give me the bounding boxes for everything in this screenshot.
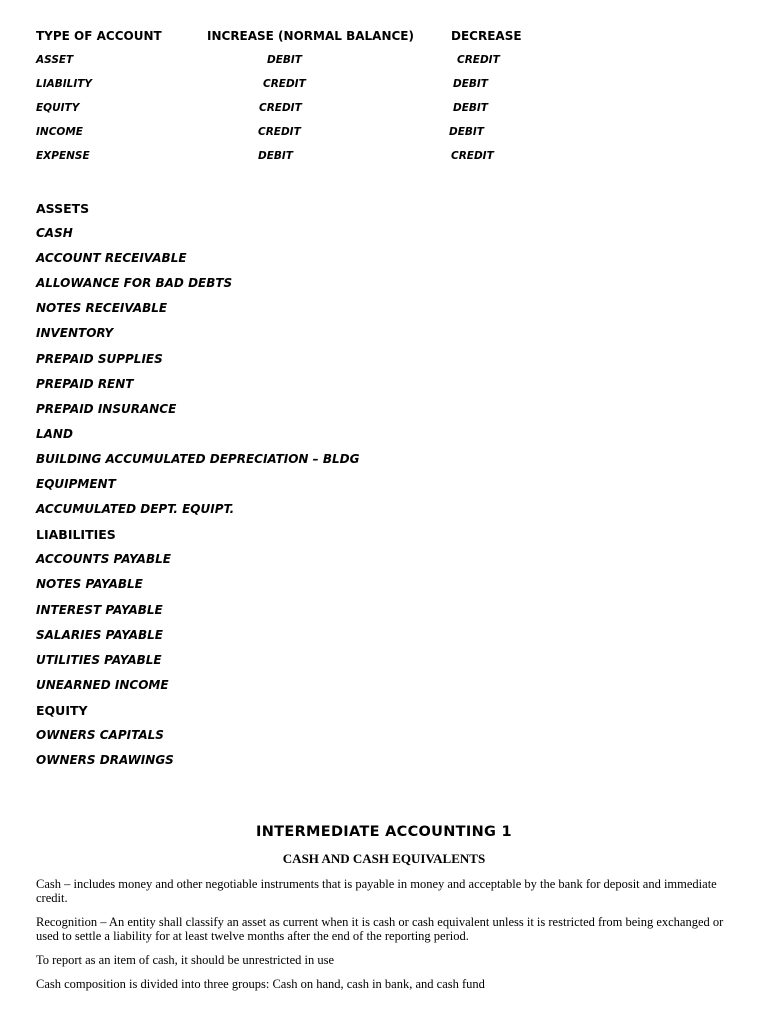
row-increase: DEBIT [267, 54, 302, 66]
account-item: NOTES PAYABLE [36, 577, 143, 592]
account-item: CASH [36, 226, 73, 241]
row-type: INCOME [36, 126, 83, 138]
account-item: INVENTORY [36, 326, 114, 341]
account-item: PREPAID INSURANCE [36, 401, 177, 416]
account-item: SALARIES PAYABLE [36, 627, 164, 642]
account-item: OWNERS CAPITALS [36, 727, 164, 742]
account-item: INTEREST PAYABLE [36, 602, 163, 617]
row-type: ASSET [36, 54, 74, 66]
row-type: EQUITY [36, 102, 80, 114]
paragraph: Recognition – An entity shall classify an asset as current when it is cash or cash equivalent unless it is restricted from being exchanged or used to settle a liability for at least twelve months after the end of the reporting period. [36, 915, 724, 943]
account-group-heading: LIABILITIES [36, 527, 116, 543]
account-item: ACCUMULATED DEPT. EQUIPT. [36, 502, 235, 517]
section-title: INTERMEDIATE ACCOUNTING 1 [256, 824, 512, 840]
col-header-decrease: DECREASE [451, 29, 522, 43]
account-item: EQUIPMENT [36, 477, 116, 492]
account-item: PREPAID SUPPLIES [36, 351, 163, 366]
account-item: LAND [36, 426, 73, 441]
paragraph: To report as an item of cash, it should be unrestricted in use [36, 953, 335, 967]
account-item: UTILITIES PAYABLE [36, 652, 162, 667]
account-item: PREPAID RENT [36, 376, 134, 391]
col-header-type: TYPE OF ACCOUNT [36, 29, 162, 43]
row-decrease: CREDIT [457, 54, 500, 66]
section-subtitle: CASH AND CASH EQUIVALENTS [282, 851, 486, 866]
row-type: EXPENSE [36, 150, 90, 162]
account-item: ACCOUNTS PAYABLE [36, 552, 171, 567]
account-group-heading: EQUITY [36, 702, 88, 718]
paragraph: Cash – includes money and other negotiable instruments that is payable in money and acceptable by the bank for deposit and immediate credit. [36, 877, 717, 905]
row-type: LIABILITY [36, 78, 92, 90]
row-increase: CREDIT [259, 102, 302, 114]
account-item: UNEARNED INCOME [36, 677, 169, 692]
col-header-increase: INCREASE (NORMAL BALANCE) [207, 29, 414, 43]
row-increase: DEBIT [258, 150, 293, 162]
row-decrease: DEBIT [453, 78, 488, 90]
row-increase: CREDIT [258, 126, 301, 138]
account-item: OWNERS DRAWINGS [36, 753, 174, 768]
row-increase: CREDIT [263, 78, 306, 90]
account-item: NOTES RECEIVABLE [36, 301, 168, 316]
row-decrease: CREDIT [451, 150, 494, 162]
account-group-heading: ASSETS [36, 201, 90, 216]
row-decrease: DEBIT [449, 126, 484, 138]
paragraph: Cash composition is divided into three groups: Cash on hand, cash in bank, and cash fund [36, 977, 485, 991]
row-decrease: DEBIT [453, 102, 488, 114]
chart-of-accounts-list [36, 196, 359, 773]
account-item: ALLOWANCE FOR BAD DEBTS [36, 276, 233, 291]
account-item: ACCOUNT RECEIVABLE [36, 251, 187, 266]
account-item: BUILDING ACCUMULATED DEPRECIATION – BLDG [36, 451, 360, 466]
